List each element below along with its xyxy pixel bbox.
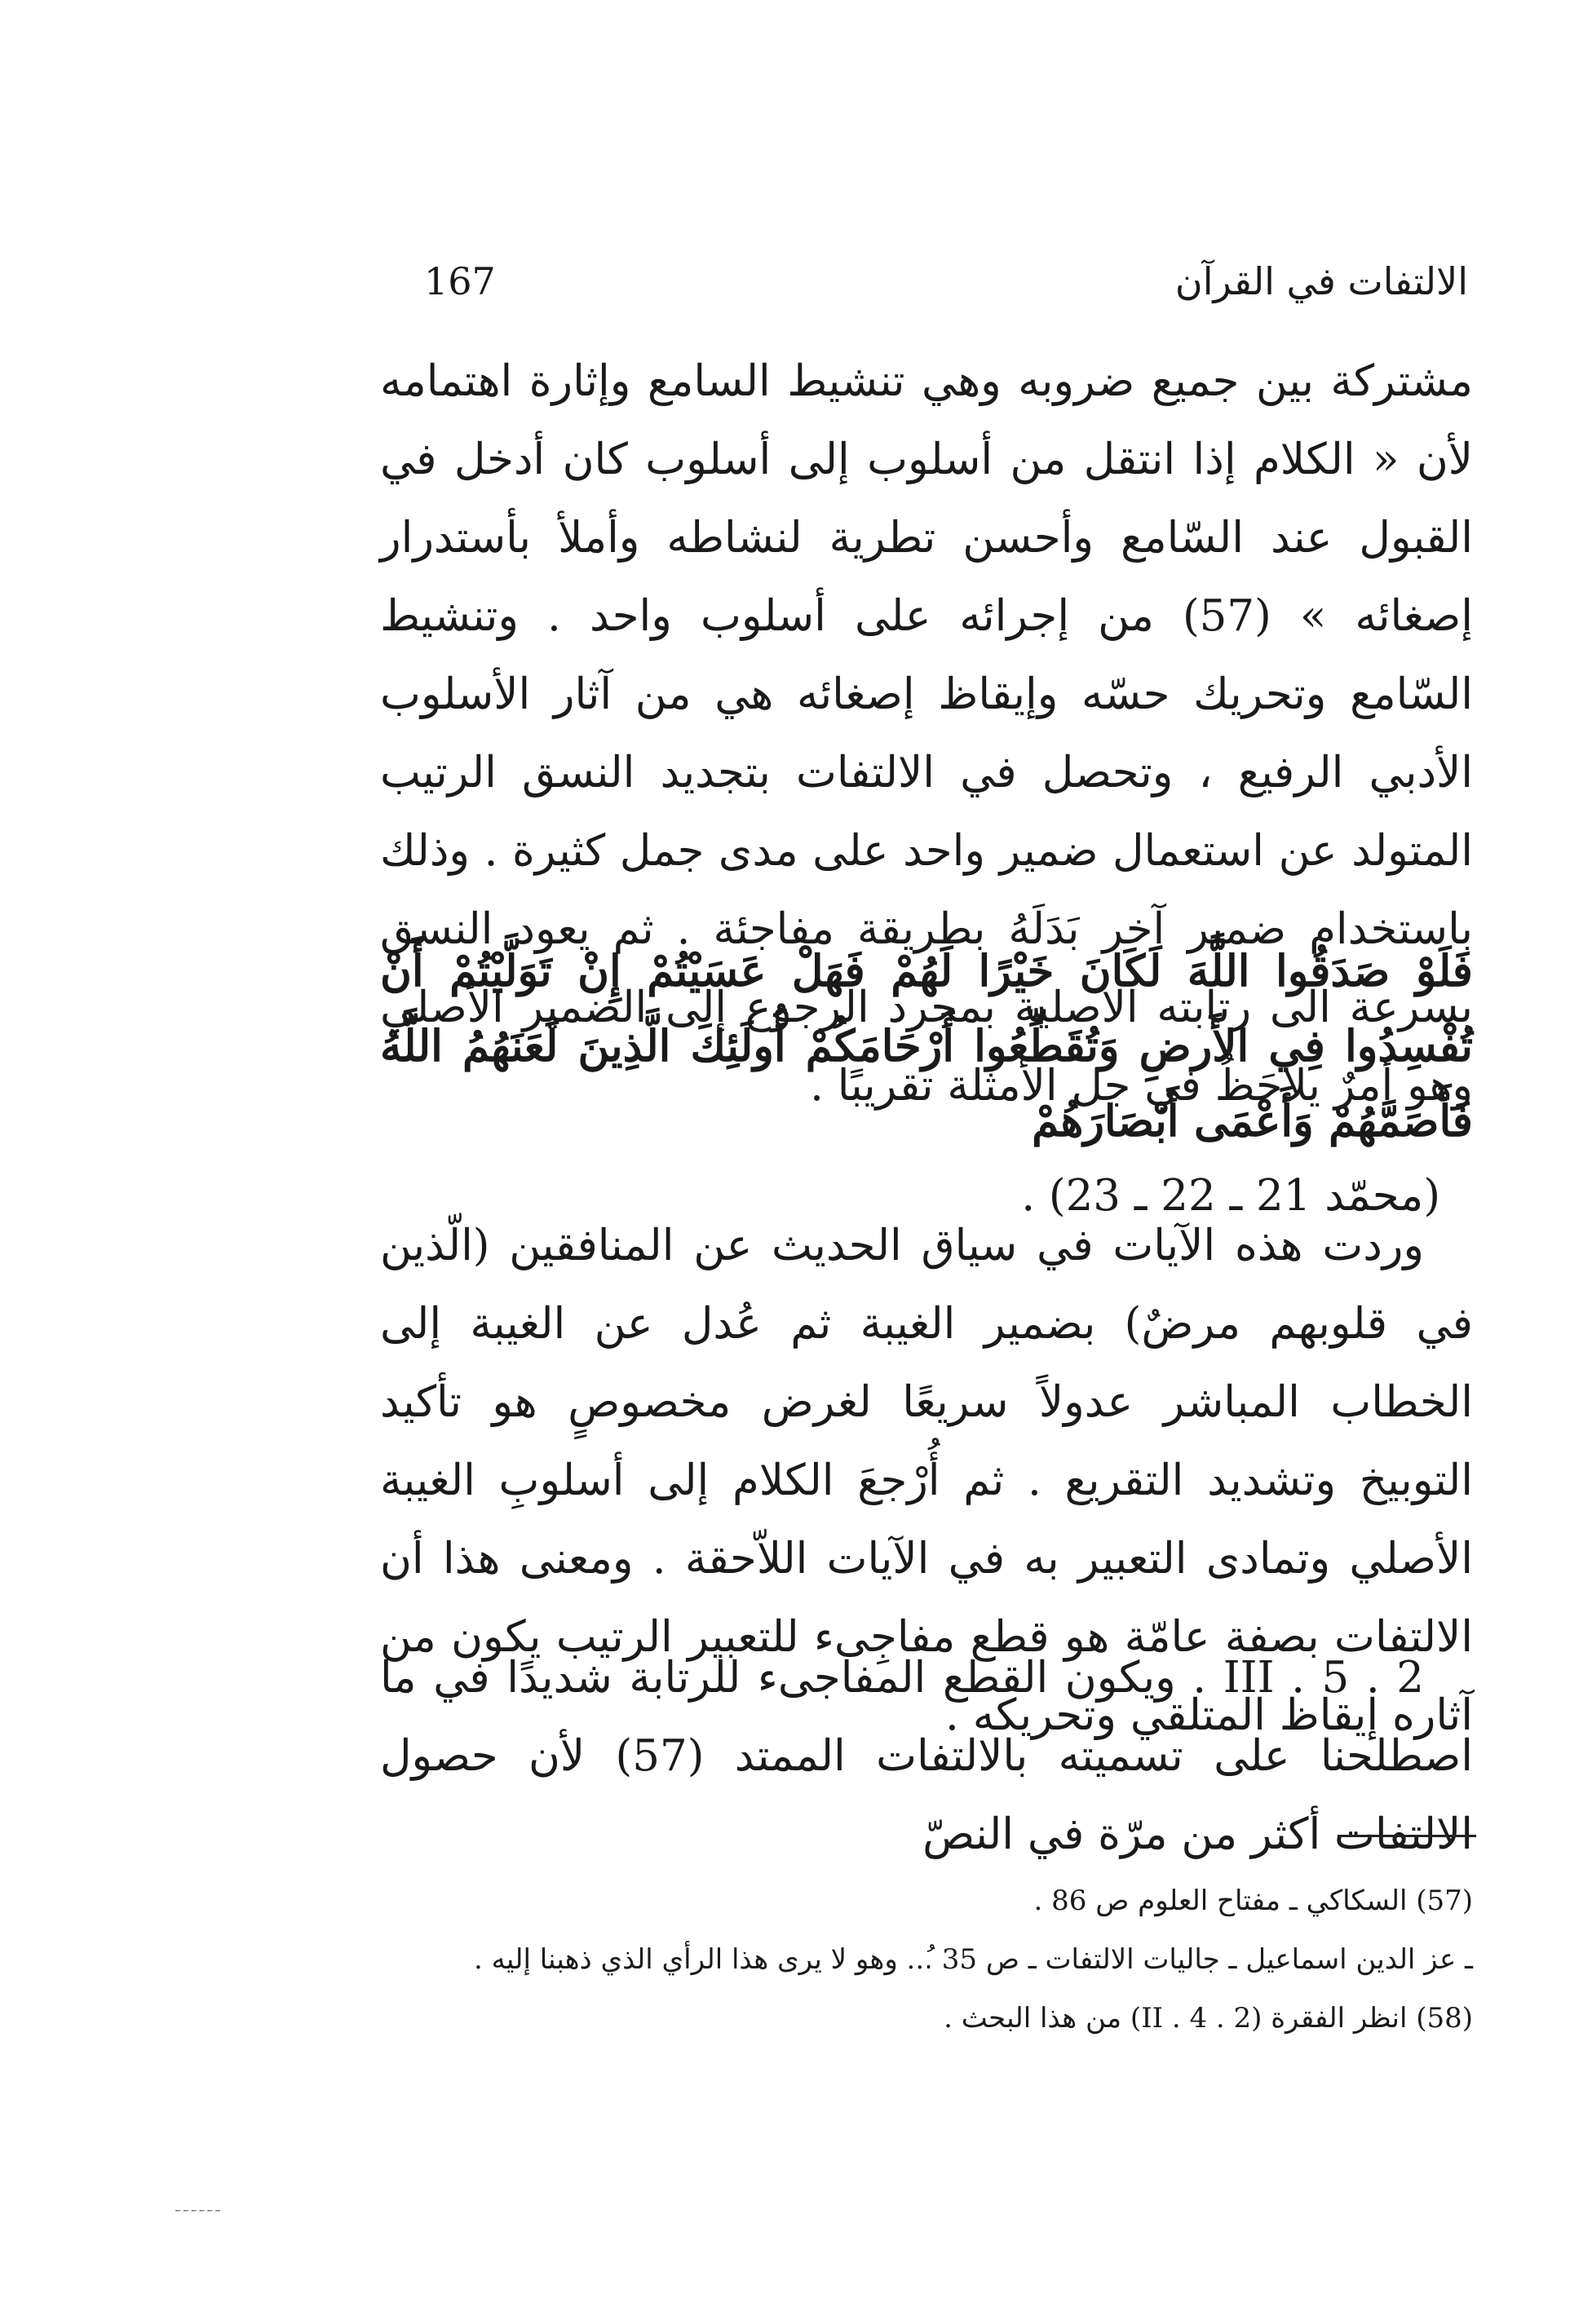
footnotes (380, 1871, 1473, 2048)
verse-text: فَلَوْ صَدَقُوا اللَّهَ لَكَانَ خَيْرًا لَهُمْ فَهَلْ عَسَيْتُمْ إِنْ تَوَلَّيْتُمْ أَنْ تُفْسِدُوا فِي الأَرضِ وَتُقَطِّعُوا أَرْحَامَكُمْ أُولَئِكَ الَّذِينَ لَعَنَهُمُ اللَّهُ فَأَصَمَّهُمْ وَأَعْمَى أَبْصَارَهُمْ (380, 946, 1473, 1147)
page-header (391, 245, 1468, 318)
scan-mark (175, 2210, 220, 2211)
running-title: الالتفات في القرآن (1174, 259, 1468, 303)
paragraph-2: وردت هذه الآيات في سياق الحديث عن المنافقين (الّذين في قلوبهم مرضٌ) بضمير الغيبة ثم عُدل عن الغيبة إلى الخطاب المباشر عدولاً سريعًا لغرض مخصوصٍ هو تأكيد التوبيخ وتشديد التقريع . ثم أُرْجعَ الكلام إلى أسلوبِ الغيبة الأصلي وتمادى التعبير به في الآيات اللاّحقة . ومعنى هذا أن الالتفات بصفة عامّة هو قطع مفاجِىء للتعبير الرتيب يكون من آثاره إيقاظ المتلقي وتحريكه . (380, 1221, 1473, 1740)
quran-verse (380, 934, 1473, 1234)
footnote-57: (57) السكاكي ـ مفتاح العلوم ص 86 . (1033, 1884, 1473, 1917)
paragraph-1: مشتركة بين جميع ضروبه وهي تنشيط السامع وإثارة اهتمامه لأن « الكلام إذا انتقل من أسلوب إلى أسلوب كان أدخل في القبول عند السّامع وأحسن تطرية لنشاطه وأملأ بأستدرار إصغائه » (57) من إجرائه على أسلوب واحد . وتنشيط السّامع وتحريك حسّه وإيقاظ إصغائه هي من آثار الأسلوب الأدبي الرفيع ، وتحصل في الالتفات بتجديد النسق الرتيب المتولد عن استعمال ضمير واحد على مدى جمل كثيرة . وذلك باستخدام ضمير آخر بَدَلَهُ بطريقة مفاجئة . ثم يعود النسق بسرعة الى رتابته الاصلية بمجرد الرجوع إلى الضمير الأصلي وهو أمرٌ يلاحَظُ في جل الأمثلة تقريبًا . (380, 356, 1473, 1111)
page-number: 167 (424, 259, 496, 303)
footnote-separator (1338, 1835, 1476, 1837)
paragraph-3: III . 5 . 2 . ويكون القطع المفاجىء للرتابة شديدًا في ما اصطلحنا على تسميته بالالتفات الممتد (57) لأن حصول الالتفات أكثر من مرّة في النصّ (380, 1653, 1473, 1859)
footnote-58: (58) انظر الفقرة (II . 4 . 2) من هذا البحث . (944, 2002, 1473, 2035)
footnote-57-continued: ـ عز الدين اسماعيل ـ جاليات الالتفات ـ ص 35 .ُ.. وهو لا يرى هذا الرأي الذي ذهبنا إليه . (473, 1943, 1473, 1976)
verse-reference: (محمّد 21 ـ 22 ـ 23) . (1021, 1171, 1440, 1221)
